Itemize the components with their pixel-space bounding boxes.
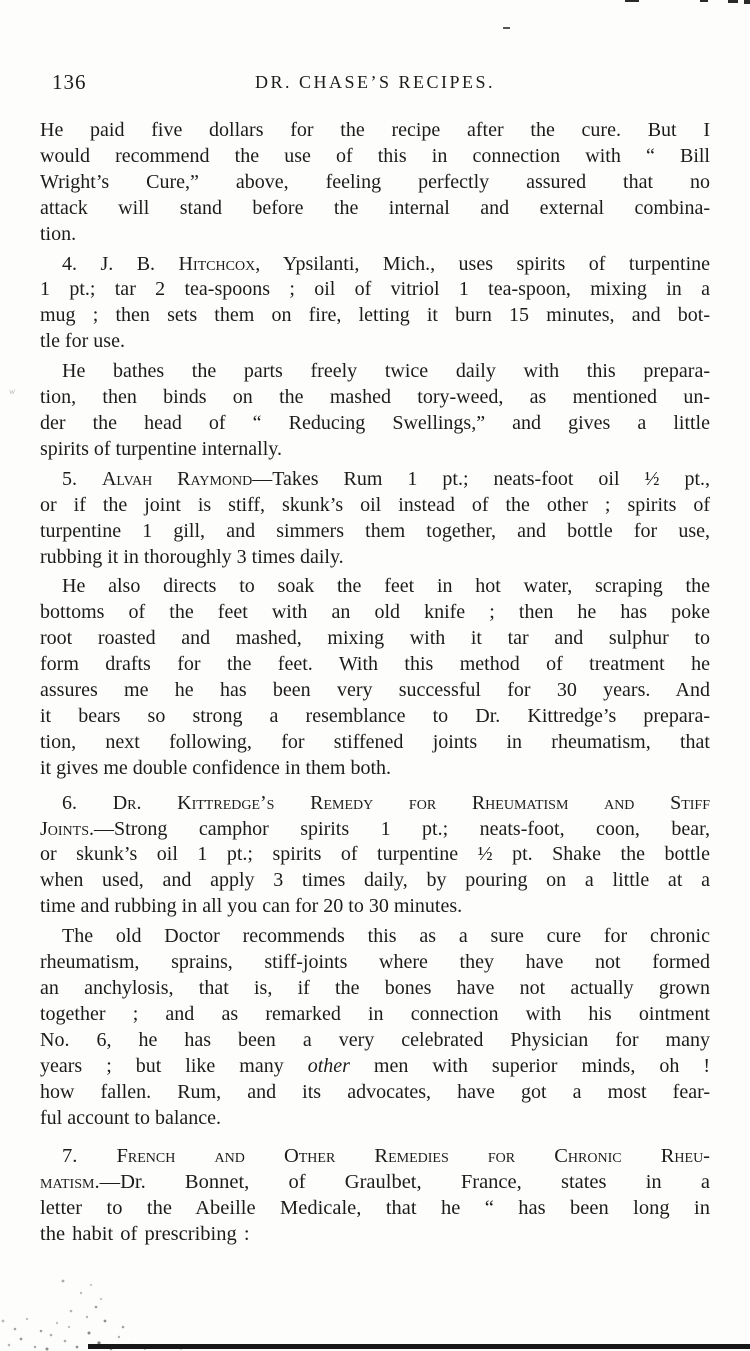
small-caps-text: matism. (40, 1171, 100, 1194)
paragraph-p2 (40, 252, 710, 356)
paragraph-p3 (40, 359, 710, 463)
body-text-segment: time and rubbing in all you can for 20 to 30 minutes. (40, 895, 463, 918)
text-line (40, 385, 710, 411)
text-line (40, 329, 710, 355)
paragraph-p8 (40, 1144, 710, 1248)
body-text-segment: —Dr. Bonnet, of Graulbet, France, states in a (99, 1171, 710, 1194)
margin-smudge: w (8, 385, 16, 397)
body-text-segment: mug ; then sets them on fire, letting it burn 15 minutes, and bot- (40, 304, 710, 327)
bottom-scan-rule (88, 1344, 750, 1349)
body-text-segment: 6. (62, 791, 113, 814)
body-text-segment: assures me he has been very successful for 30 years. And (40, 679, 710, 702)
body-text-segment: letter to the Abeille Medicale, that he “ has been long in (40, 1197, 710, 1220)
text-line (40, 411, 710, 437)
text-line (40, 704, 710, 730)
body-text-segment: root roasted and mashed, mixing with it tar and sulphur to (40, 627, 710, 650)
running-title: DR. CHASE’S RECIPES. (254, 72, 496, 92)
body-text-segment: an anchylosis, that is, if the bones have not actually grown (40, 977, 710, 999)
page-number: 136 (52, 70, 87, 94)
body-text-segment: He also directs to soak the feet in hot water, scraping the (62, 575, 710, 598)
text-line (40, 1028, 710, 1054)
small-caps-text: Hitchcox (178, 252, 256, 275)
body-text-segment: years ; but like many (40, 1054, 308, 1077)
page-header (40, 70, 710, 96)
text-line (40, 196, 710, 222)
body-text-segment: turpentine 1 gill, and simmers them together, and bottle for use, (40, 519, 710, 542)
body-text-segment: or if the joint is stiff, skunk’s oil instead of the other ; spirits of (40, 493, 710, 516)
body-text-segment: He bathes the parts freely twice daily with this prepara- (62, 360, 710, 383)
text-line (40, 1002, 710, 1028)
body-text-segment: tion, then binds on the mashed tory-weed, as mentioned un- (40, 386, 710, 409)
small-caps-text: Alvah Raymond (101, 467, 253, 490)
small-caps-text: Dr. Kittredge’s Remedy for Rheumatism and Stiff (112, 791, 710, 814)
body-text-segment: —Takes Rum 1 pt.; neats-foot oil ½ pt., (252, 467, 710, 490)
text-line (40, 118, 710, 144)
text-line (40, 545, 710, 571)
body-text-segment: tle for use. (40, 330, 125, 353)
text-line (40, 170, 710, 196)
text-line (40, 252, 710, 278)
text-line (40, 756, 710, 782)
body-text-segment: attack will stand before the internal and external combina- (40, 196, 710, 219)
body-text-segment: , Ypsilanti, Mich., uses spirits of turpentine (255, 252, 711, 275)
body-text-segment: the habit of prescribing : (40, 1223, 250, 1246)
body-text-segment: it gives me double confidence in them both. (40, 756, 392, 779)
body-text-segment: He paid five dollars for the recipe after the cure. But I (40, 119, 710, 141)
body-text-segment: 4. J. B. (62, 252, 179, 275)
scan-mark (744, 0, 750, 4)
text-line (40, 868, 710, 894)
body-text-segment: spirits of turpentine internally. (40, 437, 282, 460)
paragraph-p6 (40, 791, 710, 921)
body-text-segment: 5. (62, 467, 102, 490)
text-line (40, 791, 710, 817)
text-line (40, 1170, 710, 1196)
text-line (40, 1080, 710, 1106)
text-line (40, 842, 710, 868)
text-line (40, 730, 710, 756)
text-line (40, 1144, 710, 1170)
body-text-segment: rubbing it in thoroughly 3 times daily. (40, 545, 344, 568)
small-caps-text: French and Other Remedies for Chronic Rheu- (116, 1145, 711, 1168)
text-line (40, 574, 710, 600)
body-text-segment: form drafts for the feet. With this method of treatment he (40, 653, 710, 676)
body-text-segment: —Strong camphor spirits 1 pt.; neats-foot, coon, bear, (94, 817, 710, 840)
text-line (40, 678, 710, 704)
body-text-segment: bottoms of the feet with an old knife ; then he has poke (40, 601, 710, 624)
text-line (40, 1222, 710, 1248)
body-text-segment: or skunk’s oil 1 pt.; spirits of turpentine ½ pt. Shake the bottle (40, 843, 710, 866)
body-text-segment: it bears so strong a resemblance to Dr. Kittredge’s prepara- (40, 704, 710, 727)
text-line (40, 359, 710, 385)
body-text-segment: der the head of “ Reducing Swellings,” and gives a little (40, 411, 710, 434)
paragraph-p7 (40, 924, 710, 1131)
text-line (40, 1106, 710, 1132)
text-line (40, 303, 710, 329)
scan-mark (503, 27, 510, 29)
text-line (40, 467, 710, 493)
paragraph-p4 (40, 467, 710, 571)
scan-mark (700, 0, 708, 2)
text-line (40, 626, 710, 652)
text-line (40, 894, 710, 920)
body-text-segment: tion. (40, 222, 77, 245)
body-text-segment: tion, next following, for stiffened joints in rheumatism, that (40, 730, 710, 753)
page-body (40, 118, 710, 1248)
body-text-segment: Wright’s Cure,” above, feeling perfectly assured that no (40, 170, 710, 193)
paragraph-p1 (40, 118, 710, 248)
body-text-segment: how fallen. Rum, and its advocates, have got a most fear- (40, 1080, 710, 1103)
body-text-segment: men with superior minds, oh ! (349, 1054, 710, 1077)
scan-mark (728, 0, 738, 3)
body-text-segment: 7. (62, 1145, 117, 1168)
italic-text: other (307, 1054, 350, 1077)
body-text-segment: No. 6, he has been a very celebrated Physician for many (40, 1028, 710, 1051)
body-text-segment: rheumatism, sprains, stiff-joints where they have not formed (40, 951, 710, 974)
body-text-segment: The old Doctor recommends this as a sure cure for chronic (62, 925, 710, 948)
text-line (40, 950, 710, 976)
body-text-segment: together ; and as remarked in connection with his ointment (40, 1002, 710, 1025)
body-text-segment: when used, and apply 3 times daily, by pouring on a little at a (40, 869, 710, 892)
body-text-segment: 1 pt.; tar 2 tea-spoons ; oil of vitriol 1 tea-spoon, mixing in a (40, 278, 710, 301)
scan-mark (625, 0, 639, 2)
text-line (40, 277, 710, 303)
paragraph-p5 (40, 574, 710, 781)
text-line (40, 1196, 710, 1222)
text-line (40, 437, 710, 463)
text-line (40, 1054, 710, 1080)
small-caps-text: Joints. (40, 817, 95, 840)
text-line (40, 222, 710, 248)
text-line (40, 924, 710, 950)
text-line (40, 493, 710, 519)
body-text-segment: ful account to balance. (40, 1106, 222, 1129)
text-line (40, 144, 710, 170)
body-text-segment: would recommend the use of this in connection with “ Bill (40, 144, 710, 167)
text-line (40, 600, 710, 626)
text-line (40, 519, 710, 545)
text-line (40, 652, 710, 678)
text-line (40, 817, 710, 843)
text-line (40, 976, 710, 1002)
scan-noise-blob (0, 1258, 4, 1262)
